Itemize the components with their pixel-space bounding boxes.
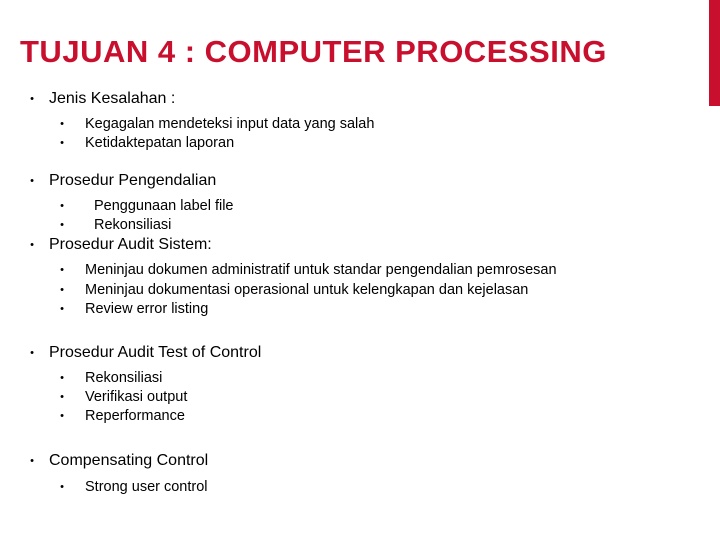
bullet-dot: • [60, 264, 64, 276]
section-heading-prosedur-audit-sistem: Prosedur Audit Sistem: [49, 236, 212, 253]
list-item: Kegagalan mendeteksi input data yang salah [85, 116, 375, 132]
section-heading-prosedur-pengendalian: Prosedur Pengendalian [49, 172, 217, 189]
bullet-dot: • [60, 200, 64, 212]
list-item: Rekonsiliasi [94, 217, 172, 233]
bullet-dot: • [60, 137, 64, 149]
bullet-dot: • [30, 455, 34, 467]
accent-bar [709, 0, 720, 106]
list-item: Verifikasi output [85, 389, 188, 405]
list-item: Strong user control [85, 479, 208, 495]
bullet-dot: • [30, 347, 34, 359]
bullet-dot: • [60, 219, 64, 231]
section-heading-jenis-kesalahan: Jenis Kesalahan : [49, 90, 176, 107]
bullet-dot: • [60, 410, 64, 422]
bullet-dot: • [60, 391, 64, 403]
section-heading-prosedur-audit-test-of-control: Prosedur Audit Test of Control [49, 344, 262, 361]
bullet-dot: • [30, 239, 34, 251]
list-item: Meninjau dokumen administratif untuk standar pengendalian pemrosesan [85, 262, 557, 278]
slide-title: TUJUAN 4 : COMPUTER PROCESSING [20, 34, 607, 69]
section-heading-compensating-control: Compensating Control [49, 452, 209, 469]
list-item: Review error listing [85, 301, 209, 317]
list-item: Reperformance [85, 408, 185, 424]
list-item: Meninjau dokumentasi operasional untuk kelengkapan dan kejelasan [85, 282, 529, 298]
bullet-dot: • [30, 93, 34, 105]
bullet-dot: • [60, 481, 64, 493]
list-item: Penggunaan label file [94, 198, 234, 214]
bullet-dot: • [60, 372, 64, 384]
bullet-dot: • [60, 118, 64, 130]
list-item: Ketidaktepatan laporan [85, 135, 235, 151]
bullet-dot: • [60, 284, 64, 296]
bullet-dot: • [30, 175, 34, 187]
list-item: Rekonsiliasi [85, 370, 163, 386]
bullet-dot: • [60, 303, 64, 315]
